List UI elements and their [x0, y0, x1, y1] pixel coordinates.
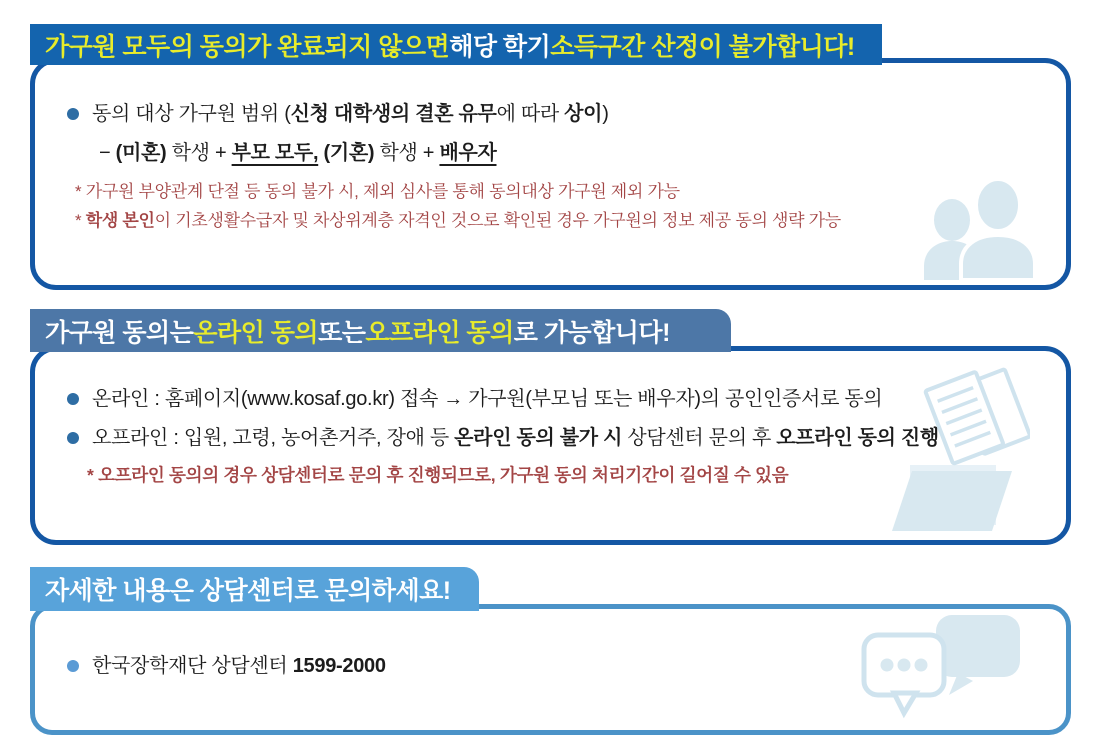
bullet-icon	[67, 432, 79, 444]
section3-box	[30, 604, 1071, 735]
section2-header: 가구원 동의는 온라인 동의 또는 오프라인 동의 로 가능합니다!	[30, 309, 731, 352]
section2-box	[30, 346, 1071, 545]
bullet-icon	[67, 108, 79, 120]
bullet-icon	[67, 660, 79, 672]
chat-bubbles-icon	[854, 609, 1026, 727]
note-exclusion: * 가구원 부양관계 단절 등 동의 불가 시, 제외 심사를 통해 동의대상 가구원 제외 가능	[75, 182, 680, 201]
note-basic-livelihood: * 학생 본인이 기초생활수급자 및 차상위계층 자격인 것으로 확인된 경우 가구원의 정보 제공 동의 생략 가능	[75, 211, 841, 231]
section3-header: 자세한 내용은 상담센터로 문의하세요!	[30, 567, 479, 611]
section1-box	[30, 58, 1071, 290]
contact-text: 한국장학재단 상담센터 1599-2000	[92, 655, 386, 677]
consent-scope-text: 동의 대상 가구원 범위 (신청 대학생의 결혼 유무에 따라 상이)	[92, 103, 609, 125]
section1-header: 가구원 모두의 동의가 완료되지 않으면 해당 학기 소득구간 산정이 불가합니다!	[30, 24, 882, 65]
note-offline-processing: * 오프라인 동의의 경우 상담센터로 문의 후 진행되므로, 가구원 동의 처리기간이 길어질 수 있음	[87, 465, 789, 485]
online-consent-text: 온라인 : 홈페이지(www.kosaf.go.kr) 접속 → 가구원(부모님 또는 배우자)의 공인인증서로 동의	[92, 388, 883, 410]
consent-scope-line	[65, 101, 916, 127]
people-icon	[914, 172, 1040, 280]
bullet-icon	[67, 393, 79, 405]
offline-consent-text: 오프라인 : 입원, 고령, 농어촌거주, 장애 등 온라인 동의 불가 시 상담센터 문의 후 오프라인 동의 진행	[92, 427, 939, 449]
documents-icon	[880, 365, 1030, 537]
household-composition-line: − (미혼) 학생 + 부모 모두, (기혼) 학생 + 배우자	[99, 142, 497, 164]
